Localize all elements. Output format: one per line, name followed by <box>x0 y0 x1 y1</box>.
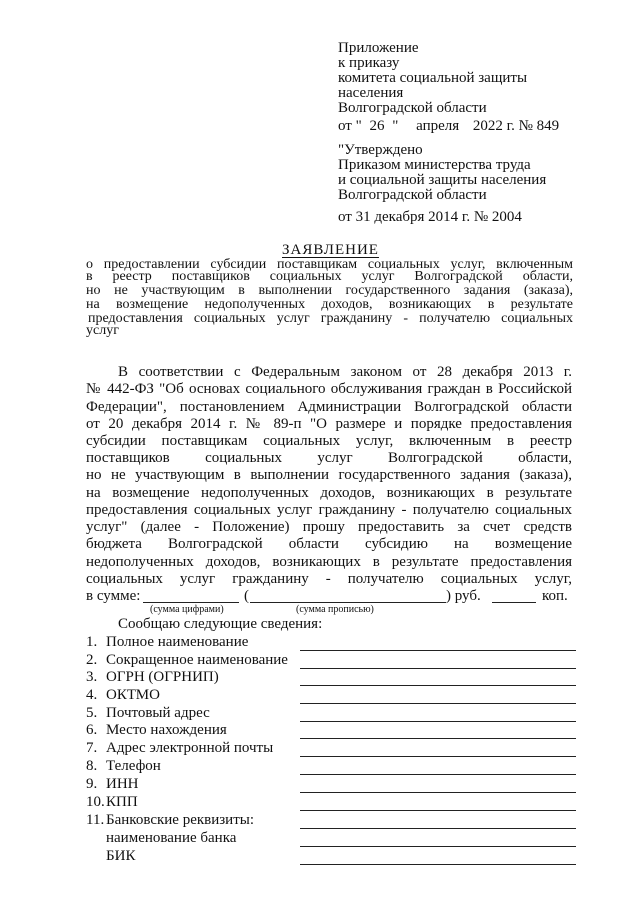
heading-line-6: услуг <box>86 323 119 338</box>
heading-line-2: в реестр поставщиков социальных услуг Волгоградской области, <box>86 269 573 284</box>
field-1-num: 1. <box>86 634 98 650</box>
body-line-3: Федерации", постановлением Администрации Волгоградской области <box>86 399 572 415</box>
field-3-label: ОГРН (ОГРНИП) <box>106 669 219 685</box>
field-9-num: 9. <box>86 776 98 792</box>
body-line-9: предоставления социальных услуг гражданину - получателю социальных <box>86 502 572 518</box>
body-line-6: поставщиков социальных услуг Волгоградской области, <box>86 450 572 466</box>
body-line-12: недополученных доходов, возникающих в результате предоставления <box>86 554 572 570</box>
heading-line-5: предоставления социальных услуг гражданину - получателю социальных <box>88 311 573 326</box>
body-line-2: № 442-ФЗ "Об основах социального обслуживания граждан в Российской <box>86 381 572 397</box>
document-title: ЗАЯВЛЕНИЕ <box>282 242 379 258</box>
sum-kopeck-field[interactable] <box>492 602 536 603</box>
field-5-num: 5. <box>86 705 98 721</box>
body-line-10: услуг" (далее - Положение) прошу предоставить за счет средств <box>86 519 572 535</box>
field-11-label: Банковские реквизиты: <box>106 812 255 828</box>
field-10-num: 10. <box>86 794 105 810</box>
sum-open-paren: ( <box>244 588 249 604</box>
appendix-line-1: Приложение <box>338 40 419 56</box>
appendix-date-mid: " <box>392 118 399 134</box>
appendix-day: 26 <box>369 118 385 134</box>
field-10-label: КПП <box>106 794 138 810</box>
field-4-num: 4. <box>86 687 98 703</box>
field-4-label: ОКТМО <box>106 687 160 703</box>
appendix-line-2: к приказу <box>338 55 400 71</box>
appendix-line-3: комитета социальной защиты <box>338 70 528 86</box>
body-line-4: от 20 декабря 2014 г. № 89-п "О размере и порядке предоставления <box>86 416 572 432</box>
field-12-input[interactable] <box>300 846 576 847</box>
field-3-num: 3. <box>86 669 98 685</box>
approved-date-line: от 31 декабря 2014 г. № 2004 <box>338 209 522 225</box>
field-8-label: Телефон <box>106 758 161 774</box>
field-7-label: Адрес электронной почты <box>106 740 274 756</box>
approved-line-4: Волгоградской области <box>338 187 487 203</box>
field-3-input[interactable] <box>300 685 576 686</box>
field-11-num: 11. <box>86 812 105 828</box>
field-12-label: наименование банка <box>106 830 237 846</box>
approved-line-2: Приказом министерства труда <box>338 157 531 173</box>
field-2-label: Сокращенное наименование <box>106 652 288 668</box>
body-line-8: на возмещение недополученных доходов, возникающих в результате <box>86 485 572 501</box>
field-7-num: 7. <box>86 740 98 756</box>
sum-digits-hint: (сумма цифрами) <box>150 604 224 615</box>
info-intro: Сообщаю следующие сведения: <box>118 616 323 632</box>
body-line-13: социальных услуг гражданину - получателю социальных услуг, <box>86 571 572 587</box>
approved-line-1: "Утверждено <box>338 142 423 158</box>
field-8-input[interactable] <box>300 774 576 775</box>
field-8-num: 8. <box>86 758 98 774</box>
body-line-5: субсидии поставщикам социальных услуг, включенным в реестр <box>86 433 572 449</box>
field-4-input[interactable] <box>300 703 576 704</box>
sum-words-hint: (сумма прописью) <box>296 604 374 615</box>
field-6-label: Место нахождения <box>106 722 227 738</box>
appendix-line-5: Волгоградской области <box>338 100 487 116</box>
appendix-month: апреля <box>416 118 460 134</box>
field-13-label: БИК <box>106 848 136 864</box>
approved-line-3: и социальной защиты населения <box>338 172 547 188</box>
field-6-num: 6. <box>86 722 98 738</box>
sum-digits-field[interactable] <box>143 602 239 603</box>
appendix-line-4: населения <box>338 85 404 101</box>
field-11-input[interactable] <box>300 828 576 829</box>
field-1-input[interactable] <box>300 650 576 651</box>
body-line-1: В соответствии с Федеральным законом от 28 декабря 2013 г. <box>118 364 572 380</box>
field-6-input[interactable] <box>300 738 576 739</box>
field-5-label: Почтовый адрес <box>106 705 210 721</box>
heading-line-3: но не участвующим в выполнении государственного задания (заказа), <box>86 283 573 298</box>
appendix-year-num: 2022 г. № 849 <box>472 118 560 134</box>
field-13-input[interactable] <box>300 864 576 865</box>
field-9-label: ИНН <box>106 776 139 792</box>
body-line-7: но не участвующим в выполнении государственного задания (заказа), <box>86 467 572 483</box>
field-2-num: 2. <box>86 652 98 668</box>
sum-kop-text: коп. <box>542 588 568 604</box>
field-7-input[interactable] <box>300 756 576 757</box>
body-line-11: бюджета Волгоградской области субсидию на возмещение <box>86 536 572 552</box>
field-2-input[interactable] <box>300 668 576 669</box>
sum-rub-text: ) руб. <box>446 588 481 604</box>
field-5-input[interactable] <box>300 721 576 722</box>
heading-line-4: на возмещение недополученных доходов, возникающих в результате <box>86 297 573 312</box>
field-9-input[interactable] <box>300 792 576 793</box>
appendix-date <box>338 119 559 134</box>
heading-line-1: о предоставлении субсидии поставщикам социальных услуг, включенным <box>86 257 573 272</box>
sum-label: в сумме: <box>86 588 141 604</box>
sum-words-field[interactable] <box>250 602 446 603</box>
field-10-input[interactable] <box>300 810 576 811</box>
appendix-date-prefix: от " <box>338 118 362 134</box>
field-1-label: Полное наименование <box>106 634 249 650</box>
